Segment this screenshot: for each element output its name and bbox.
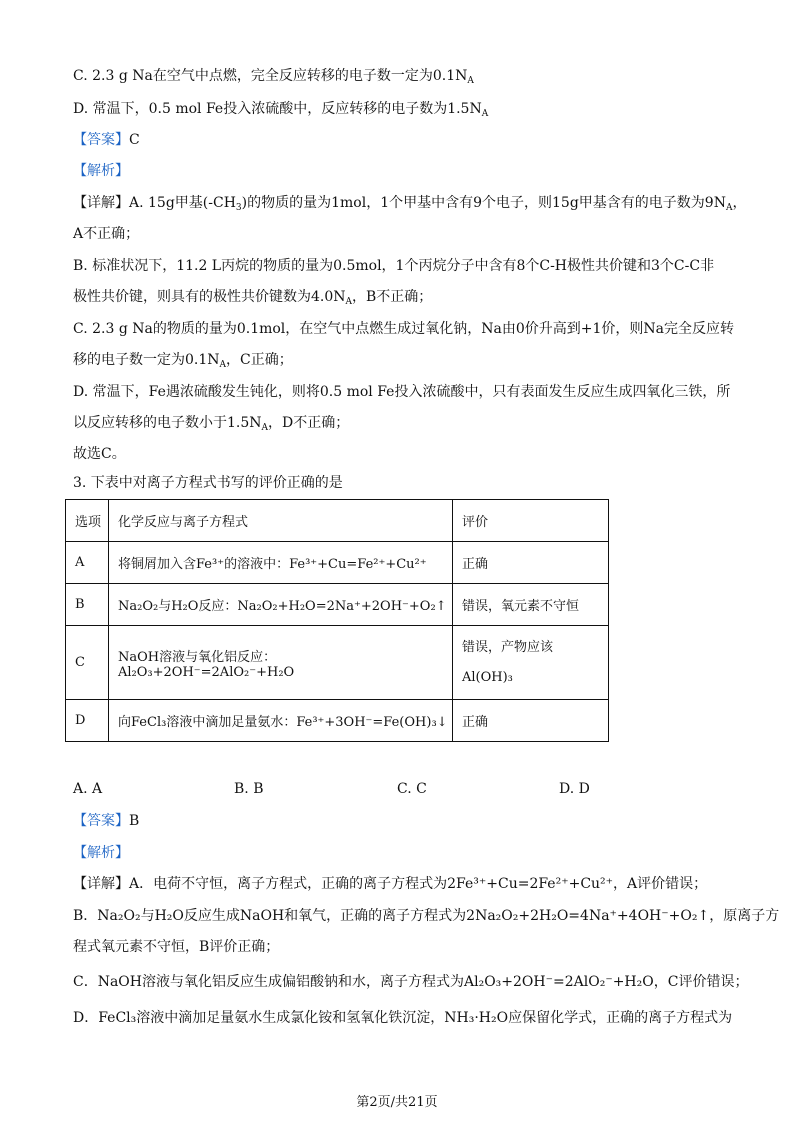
choice-a: A. A xyxy=(73,781,103,797)
option-c-line: C. 2.3 g Na在空气中点燃，完全反应转移的电子数一定为$0.1N_A$ xyxy=(73,68,474,86)
detail-line-1g: D. 常温下，Fe遇浓硫酸发生钝化，则将0.5 mol Fe投入浓硫酸中，只有表面发生反应生成四氧化三铁，所 xyxy=(73,384,731,400)
evaluation-table xyxy=(65,499,609,742)
evaluation-line-2: Al(OH)₃ xyxy=(462,669,513,685)
question-3-stem: 3. 下表中对离子方程式书写的评价正确的是 xyxy=(73,475,343,491)
analysis-tag: 【解析】 xyxy=(73,163,129,179)
detail-line-1h: 以反应转移的电子数小于$1.5N_A$，D不正确； xyxy=(73,415,350,433)
detail-line-1i: 故选C。 xyxy=(73,446,126,462)
table-header-row xyxy=(66,500,609,542)
evaluation-line-1: 错误，产物应该 xyxy=(462,639,554,655)
detail-line-1c: B. 标准状况下，11.2 L丙烷的物质的量为0.5mol，1个丙烷分子中含有8个C-H极性共价键和3个C-C非 xyxy=(73,258,715,274)
row-equation: 将铜屑加入含Fe³⁺的溶液中：Fe³⁺+Cu=Fe²⁺+Cu²⁺ xyxy=(109,542,453,584)
detail-tag: 【详解】 xyxy=(73,876,129,892)
analysis-line-1 xyxy=(73,161,129,181)
analysis-tag: 【解析】 xyxy=(73,845,129,861)
detail-line-1a: 【详解】A. 15g甲基$(-CH_3)$的物质的量为1mol，1个甲基中含有9个电子，则15g甲基含有的电子数为$9N_A$， xyxy=(73,195,747,213)
detail-line-2c: 程式氧元素不守恒，B评价正确； xyxy=(73,939,280,955)
table-row xyxy=(66,700,609,742)
row-evaluation: 正确 xyxy=(453,700,609,742)
header-option: 选项 xyxy=(66,500,109,542)
header-equation: 化学反应与离子方程式 xyxy=(109,500,453,542)
detail-line-1e: C. 2.3 g Na的物质的量为0.1mol，在空气中点燃生成过氧化钠，Na由0价升高到+1价，则Na完全反应转 xyxy=(73,321,735,337)
detail-line-1f: 移的电子数一定为$0.1N_A$，C正确； xyxy=(73,352,293,370)
row-equation: Na₂O₂与H₂O反应：Na₂O₂+H₂O=2Na⁺+2OH⁻+O₂↑ xyxy=(109,584,453,626)
row-option: B xyxy=(66,584,109,626)
answer-tag: 【答案】 xyxy=(73,813,129,829)
header-evaluation: 评价 xyxy=(453,500,609,542)
choice-b: B. B xyxy=(234,781,264,797)
answer-value: B xyxy=(129,813,140,829)
detail-line-1b: A不正确； xyxy=(73,226,140,242)
answer-value: C xyxy=(129,132,140,148)
table-row xyxy=(66,542,609,584)
analysis-line-2 xyxy=(73,843,129,863)
detail-line-2e: D．FeCl₃溶液中滴加足量氨水生成氯化铵和氢氧化铁沉淀，NH₃·H₂O应保留化学式，正确的离子方程式为 xyxy=(73,1010,733,1026)
row-option: A xyxy=(66,542,109,584)
detail-line-1d: 极性共价键，则具有的极性共价键数为$4.0N_A$，B不正确； xyxy=(73,289,433,307)
row-equation: NaOH溶液与氧化铝反应：Al₂O₃+2OH⁻=2AlO₂⁻+H₂O xyxy=(109,626,453,700)
choice-c: C. C xyxy=(397,781,427,797)
row-option: C xyxy=(66,626,109,700)
row-evaluation xyxy=(453,626,609,700)
detail-line-2d: C．NaOH溶液与氧化铝反应生成偏铝酸钠和水，离子方程式为Al₂O₃+2OH⁻=2AlO₂⁻+H₂O，C评价错误； xyxy=(73,974,749,990)
choice-d: D. D xyxy=(559,781,590,797)
answer-line-1 xyxy=(73,130,140,150)
answer-line-2 xyxy=(73,811,139,831)
page-footer: 第2页/共21页 xyxy=(356,1095,438,1110)
detail-tag: 【详解】 xyxy=(73,195,129,211)
row-option: D xyxy=(66,700,109,742)
subscript-a: A xyxy=(481,109,489,119)
option-d-line: D. 常温下，0.5 mol Fe投入浓硫酸中，反应转移的电子数为$1.5N_A$ xyxy=(73,101,489,119)
subscript-a: A xyxy=(467,76,474,86)
table-row xyxy=(66,584,609,626)
detail-line-2b: B．Na₂O₂与H₂O反应生成NaOH和氧气，正确的离子方程式为2Na₂O₂+2H₂O=4Na⁺+4OH⁻+O₂↑，原离子方 xyxy=(73,908,780,924)
row-equation: 向FeCl₃溶液中滴加足量氨水：Fe³⁺+3OH⁻=Fe(OH)₃↓ xyxy=(109,700,453,742)
row-evaluation: 正确 xyxy=(453,542,609,584)
detail-line-2a: 【详解】A．电荷不守恒，离子方程式，正确的离子方程式为2Fe³⁺+Cu=2Fe²⁺+Cu²⁺，A评价错误； xyxy=(73,876,708,892)
answer-tag: 【答案】 xyxy=(73,132,129,148)
table-row xyxy=(66,626,609,700)
row-evaluation: 错误，氧元素不守恒 xyxy=(453,584,609,626)
